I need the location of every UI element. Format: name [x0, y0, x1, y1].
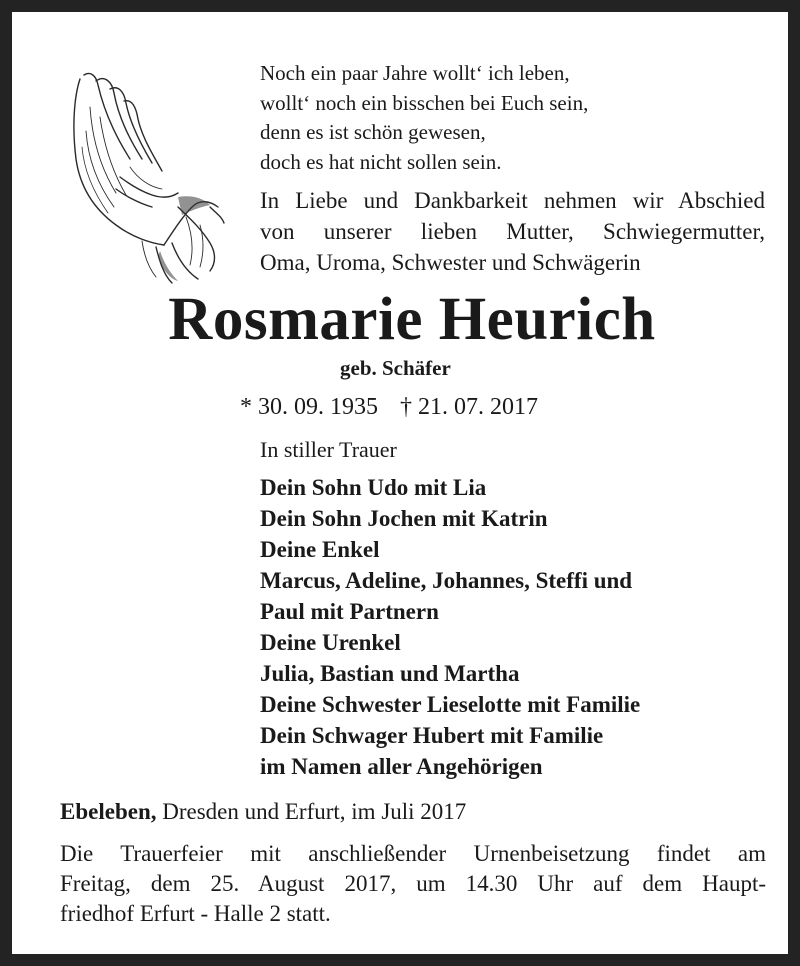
service-line: Die Trauerfeier mit anschließender Urnenbeisetzung findet am	[60, 841, 766, 866]
place-town: Ebeleben,	[60, 799, 157, 824]
poem-line: Noch ein paar Jahre wollt‘ ich leben,	[260, 61, 570, 85]
birth-date: * 30. 09. 1935	[240, 394, 378, 420]
death-date: † 21. 07. 2017	[400, 394, 538, 420]
place-date	[60, 796, 466, 828]
family-line: Dein Sohn Jochen mit Katrin	[260, 506, 548, 531]
family-line: im Namen aller Angehörigen	[260, 754, 543, 779]
life-dates	[240, 391, 538, 423]
family-line: Julia, Bastian und Martha	[260, 661, 520, 686]
service-line: friedhof Erfurt - Halle 2 statt.	[60, 901, 331, 926]
place-rest: Dresden und Erfurt, im Juli 2017	[156, 799, 467, 824]
poem-line: wollt‘ noch ein bisschen bei Euch sein,	[260, 90, 589, 115]
mourning-label: In stiller Trauer	[260, 437, 397, 462]
family-line: Deine Schwester Lieselotte mit Familie	[260, 692, 641, 717]
intro-text	[260, 185, 765, 278]
poem-line: denn es ist schön gewesen,	[260, 120, 486, 144]
praying-hands-icon	[60, 67, 225, 287]
poem	[260, 59, 588, 177]
intro-line: von unserer lieben Mutter, Schwiegermutter,	[260, 219, 765, 244]
poem-line: doch es hat nicht sollen sein.	[260, 149, 502, 174]
family-list	[260, 472, 640, 782]
service-line: Freitag, dem 25. August 2017, um 14.30 Uhr auf dem Haupt-	[60, 871, 766, 896]
family-line: Marcus, Adeline, Johannes, Steffi und	[260, 568, 633, 593]
family-line: Dein Sohn Udo mit Lia	[260, 475, 487, 500]
family-line: Deine Urenkel	[260, 630, 401, 655]
deceased-name: Rosmarie Heurich	[168, 286, 656, 353]
maiden-name: geb. Schäfer	[340, 356, 451, 380]
service-info	[60, 839, 766, 929]
intro-line: In Liebe und Dankbarkeit nehmen wir Abschied	[260, 188, 765, 213]
family-line: Deine Enkel	[260, 537, 380, 562]
family-line: Dein Schwager Hubert mit Familie	[260, 723, 604, 748]
intro-line: Oma, Uroma, Schwester und Schwägerin	[260, 250, 641, 275]
family-line: Paul mit Partnern	[260, 599, 439, 624]
